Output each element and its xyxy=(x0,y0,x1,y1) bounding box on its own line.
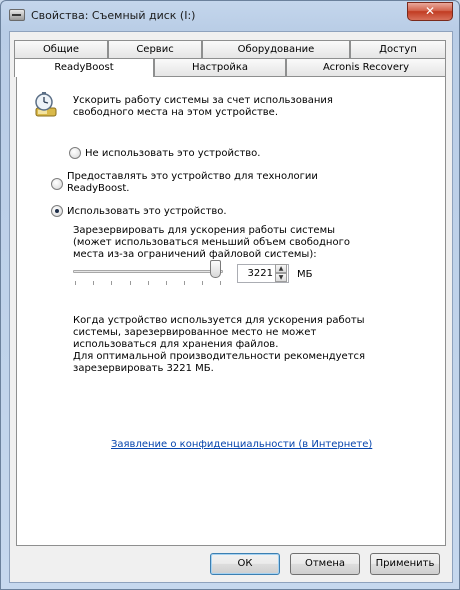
radio-dedicate-label-line1[interactable]: Предоставлять это устройство для технологии xyxy=(67,171,318,182)
intro-text-line2: свободного места на этом устройстве. xyxy=(73,107,278,118)
radio-use-device[interactable] xyxy=(51,205,63,217)
reserve-unit-label: МБ xyxy=(297,269,313,280)
reserve-slider-thumb[interactable] xyxy=(210,260,221,278)
reserve-text-line3: места из-за ограничений файловой системы): xyxy=(73,249,317,260)
radio-do-not-use[interactable] xyxy=(69,147,81,159)
title-bar[interactable] xyxy=(1,1,459,31)
reserve-text-line1: Зарезервировать для ускорения работы системы xyxy=(73,225,336,236)
readyboost-clock-icon xyxy=(33,91,63,121)
ok-button[interactable]: ОК xyxy=(210,553,280,575)
close-button[interactable]: ✕ xyxy=(407,2,453,21)
reserve-text-line2: (может использоваться меньший объем свободного xyxy=(73,237,350,248)
tab-readyboost[interactable]: ReadyBoost xyxy=(14,58,154,77)
info-text-line2: системы, зарезервированное место не может xyxy=(73,327,317,338)
info-text-line4: Для оптимальной производительности рекомендуется xyxy=(73,351,366,362)
apply-button[interactable]: Применить xyxy=(370,553,440,575)
tab-sharing[interactable]: Доступ xyxy=(350,40,446,58)
removable-disk-icon xyxy=(9,9,25,21)
tab-service[interactable]: Сервис xyxy=(108,40,202,58)
info-text-line5: зарезервировать 3221 МБ. xyxy=(73,363,214,374)
tab-general[interactable]: Общие xyxy=(14,40,108,58)
spin-down-button[interactable]: ▼ xyxy=(275,273,287,282)
radio-dedicate-label-line2[interactable]: ReadyBoost. xyxy=(67,183,130,194)
tab-acronis-recovery[interactable]: Acronis Recovery xyxy=(286,58,446,76)
info-text-line3: использоваться для хранения файлов. xyxy=(73,339,279,350)
tab-customize[interactable]: Настройка xyxy=(154,58,286,76)
spin-up-button[interactable]: ▲ xyxy=(275,264,287,273)
window-title: Свойства: Съемный диск (I:) xyxy=(31,9,196,22)
radio-dedicate[interactable] xyxy=(51,178,63,190)
radio-use-device-label[interactable]: Использовать это устройство. xyxy=(67,206,227,217)
reserve-slider-track[interactable] xyxy=(73,270,223,273)
slider-ticks xyxy=(75,281,221,285)
radio-do-not-use-label[interactable]: Не использовать это устройство. xyxy=(85,148,261,159)
readyboost-page xyxy=(16,76,446,546)
cancel-button[interactable]: Отмена xyxy=(290,553,360,575)
info-text-line1: Когда устройство используется для ускорения работы xyxy=(73,315,365,326)
tab-hardware[interactable]: Оборудование xyxy=(202,40,350,58)
dialog-panel xyxy=(9,31,453,583)
privacy-statement-link[interactable]: Заявление о конфиденциальности (в Интернете) xyxy=(111,439,373,450)
reserve-size-input[interactable]: 3221 xyxy=(237,264,289,283)
intro-text-line1: Ускорить работу системы за счет использования xyxy=(73,95,333,106)
